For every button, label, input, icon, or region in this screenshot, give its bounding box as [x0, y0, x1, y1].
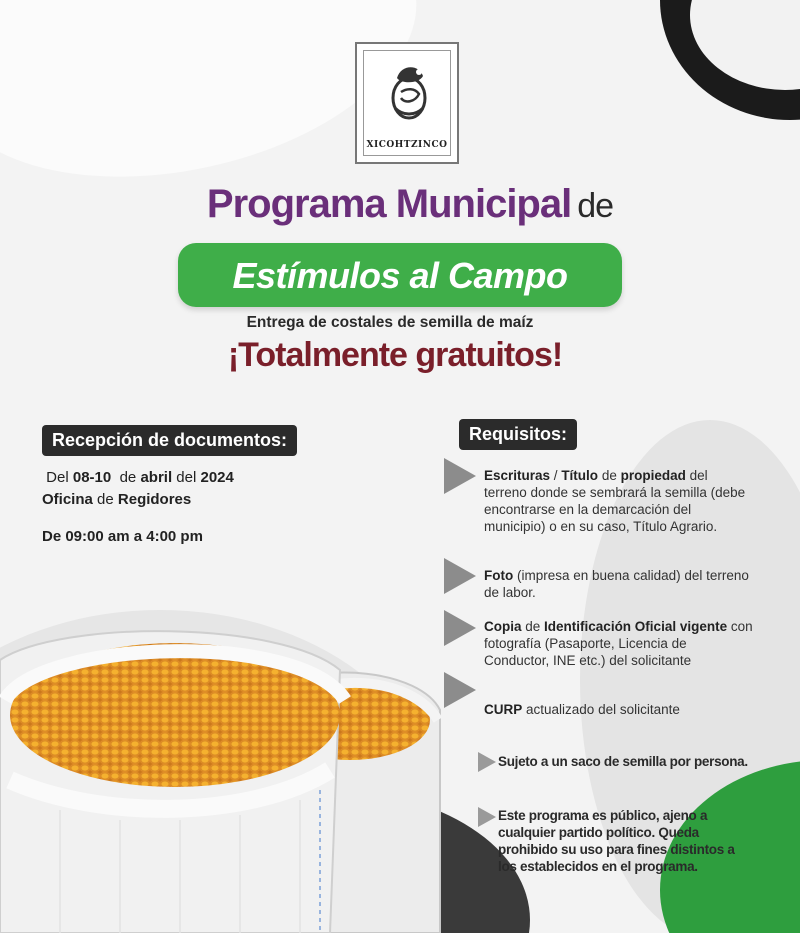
- requirement-item: CURP actualizado del solicitante: [484, 702, 680, 717]
- tagline: ¡Totalmente gratuitos!: [227, 336, 563, 374]
- requirement-item: Foto (impresa en buena calidad) del terreno de labor.: [484, 568, 749, 600]
- arrow-icon: [478, 752, 496, 772]
- logo-text: XICOHTZINCO: [366, 140, 448, 150]
- arrow-icon: [444, 558, 476, 594]
- municipal-logo: [355, 42, 459, 164]
- corn-sacks-illustration: [0, 620, 450, 933]
- title-main: Programa Municipal: [206, 182, 572, 226]
- reception-heading: Recepción de documentos:: [42, 425, 297, 456]
- reception-details: Del 08-10 de abril del 2024 Oficina de Regidores: [42, 469, 234, 508]
- program-name-banner: [178, 243, 622, 307]
- glyph-icon: [379, 58, 439, 126]
- reception-hours: De 09:00 am a 4:00 pm: [42, 528, 203, 545]
- requirement-item: Escrituras / Título de propiedad del terreno donde se sembrará la semilla (debe encontrarse en la demarcación del municipio) o en su caso, Título Agrario.: [484, 468, 746, 534]
- requirement-item: Copia de Identificación Oficial vigente con fotografía (Pasaporte, Licencia de Conductor, INE etc.) del solicitante: [484, 619, 753, 668]
- arrow-icon: [478, 807, 496, 827]
- requirements-heading: Requisitos:: [459, 419, 577, 450]
- subtitle: Entrega de costales de semilla de maíz: [246, 314, 534, 331]
- note: Este programa es público, ajeno a cualquier partido político. Queda prohibido su uso para fines distintos a los establecidos en el programa.: [498, 808, 735, 874]
- arrow-icon: [444, 458, 476, 494]
- program-name: Estímulos al Campo: [232, 255, 568, 296]
- title-de: de: [577, 187, 614, 225]
- page-title: [0, 182, 800, 227]
- note: Sujeto a un saco de semilla por persona.: [498, 754, 748, 769]
